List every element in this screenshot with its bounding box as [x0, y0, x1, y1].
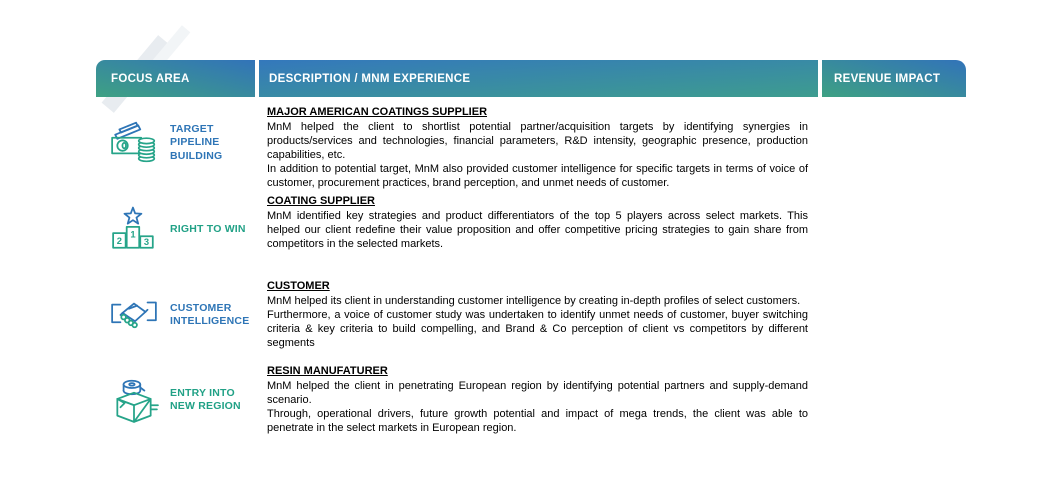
focus-cell-target-pipeline — [96, 100, 255, 186]
focus-label: TARGET PIPELINE BUILDING — [170, 123, 223, 162]
case-study-table — [96, 60, 966, 441]
column-header-revenue-impact — [822, 60, 966, 97]
column-header-label: REVENUE IMPACT — [834, 72, 941, 85]
description-cell — [259, 100, 818, 189]
focus-label: CUSTOMER INTELLIGENCE — [170, 301, 250, 327]
focus-cell-entry-new-region — [96, 359, 255, 441]
revenue-amount: USD 100-120 MN — [833, 128, 955, 146]
svg-text:3: 3 — [143, 236, 150, 248]
column-header-label: FOCUS AREA — [111, 72, 190, 85]
svg-text:1: 1 — [130, 228, 136, 240]
case-title: COATING SUPPLIER — [267, 195, 375, 207]
case-paragraph: Through, operational drivers, future growth potential and impact of mega trends, the client was able to penetrate in the select markets in European region. — [267, 407, 808, 434]
case-title: RESIN MANUFATURER — [267, 365, 388, 377]
case-paragraph: Furthermore, a voice of customer study was undertaken to identify unmet needs of customer, buyer switching criteria & key criteria to build compelling, and Brand & Co perception of client vs competitors by different segments — [267, 308, 808, 349]
case-paragraph: MnM helped its client in understanding customer intelligence by creating in-depth profiles of select customers. — [267, 294, 801, 307]
case-paragraph: MnM helped the client to shortlist potential partner/acquisition targets by identifying synergies in products/services and technologies, financial parameters, R&D intensity, geographic presence, production capabilities, etc. — [267, 120, 808, 161]
svg-text:2: 2 — [116, 235, 123, 247]
revenue-period: OVER 5 YEARS — [855, 318, 933, 330]
description-cell — [259, 274, 818, 356]
revenue-amount: USD 20-30 MN — [841, 215, 947, 233]
column-header-description — [259, 60, 818, 97]
focus-cell-customer-intelligence — [96, 274, 255, 356]
focus-label: ENTRY INTO NEW REGION — [170, 386, 241, 412]
money-stack-icon — [108, 118, 160, 168]
revenue-cell — [822, 100, 966, 186]
podium-star-icon — [108, 206, 160, 254]
case-paragraph: In addition to potential target, MnM also provided customer intelligence for specific targets in terms of voice of customer, procurement practices, brand perception, and unmet needs of customer. — [267, 162, 808, 189]
revenue-period: OVER 2 YEARS — [855, 403, 933, 415]
case-title: MAJOR AMERICAN COATINGS SUPPLIER — [267, 106, 488, 118]
column-header-label: DESCRIPTION / MNM EXPERIENCE — [269, 72, 471, 85]
revenue-amount: ~USD 10-15 MN — [837, 385, 951, 403]
revenue-amount: ~ USD 30 MN — [846, 300, 942, 318]
focus-label: RIGHT TO WIN — [170, 223, 246, 236]
case-paragraph: MnM identified key strategies and product differentiators of the top 5 players across select markets. This helped our client redefine their value proposition and offer competitive pricing strategies to gain share from competitors in the selected markets. — [267, 209, 808, 250]
revenue-cell — [822, 274, 966, 356]
revenue-period: OVER 3 YEARS — [855, 233, 933, 245]
case-paragraph: MnM helped the client in penetrating European region by identifying potential partners and supply-demand scenario. — [267, 379, 808, 406]
revenue-cell — [822, 359, 966, 441]
revenue-period: OVER 3 YEARS — [855, 146, 933, 158]
case-title: CUSTOMER — [267, 280, 330, 292]
handshake-icon — [108, 295, 160, 335]
description-cell — [259, 359, 818, 441]
description-cell — [259, 189, 818, 271]
package-box-icon — [108, 375, 160, 425]
focus-cell-right-to-win — [96, 189, 255, 271]
revenue-cell — [822, 189, 966, 271]
column-header-focus-area — [96, 60, 255, 97]
